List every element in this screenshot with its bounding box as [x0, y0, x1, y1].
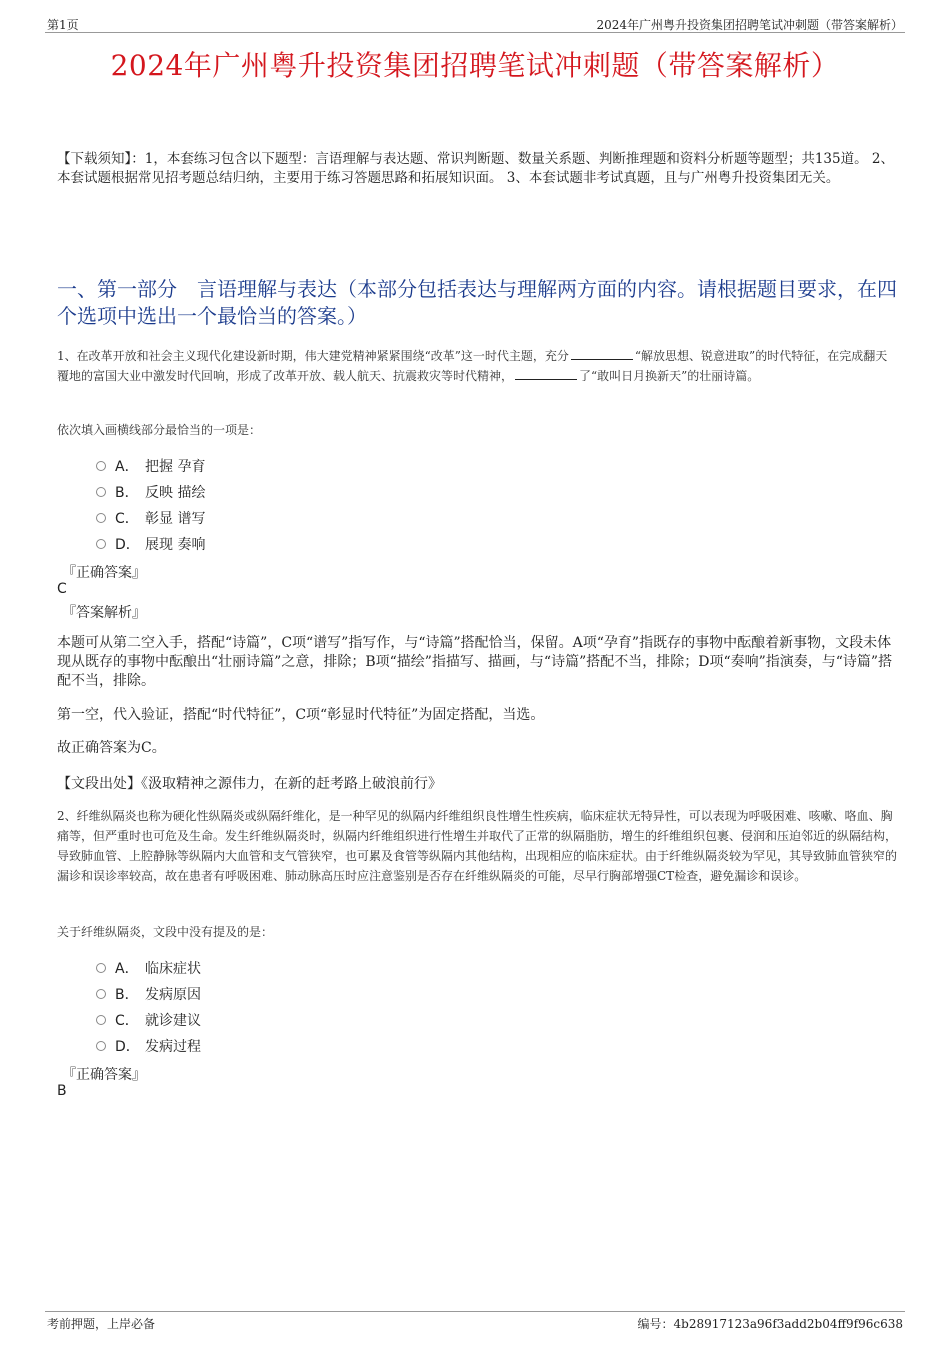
q1-text-part-b: “解放思想、锐意进取”的时代特征，在完成翻天覆地的富国大业中激发时代回响，形成了改革开放、载人航天、抗震救灾等时代精神，	[57, 349, 888, 383]
radio-icon[interactable]	[96, 461, 106, 471]
option-key: B．	[115, 485, 139, 501]
page-header	[45, 14, 905, 33]
section-heading: 一、第一部分 言语理解与表达（本部分包括表达与理解两方面的内容。请根据题目要求，在四个选项中选出一个最恰当的答案。）	[57, 277, 897, 328]
option-key: D．	[115, 1039, 140, 1055]
q2-answer-label: 『正确答案』	[62, 1067, 146, 1083]
radio-icon[interactable]	[96, 487, 106, 497]
fill-blank-2	[515, 367, 577, 380]
option-key: C．	[115, 511, 139, 527]
option-key: B．	[115, 987, 139, 1003]
fill-blank-1	[571, 347, 633, 360]
option-text: 反映 描绘	[145, 485, 206, 501]
question-2-text: 2、纤维纵隔炎也称为硬化性纵隔炎或纵隔纤维化，是一种罕见的纵隔内纤维组织良性增生性疾病，临床症状无特异性，可以表现为呼吸困难、咳嗽、咯血、胸痛等，但严重时也可危及生命。发生纤维纵隔炎时，纵隔内纤维组织进行性增生并取代了正常的纵隔脂肪，增生的纤维组织包裹、侵润和压迫邻近的纵隔结构，导致肺血管、上腔静脉等纵隔内大血管和支气管狭窄，也可累及食管等纵隔内其他结构，出现相应的临床症状。由于纤维纵隔炎较为罕见，其导致肺血管狭窄的漏诊和误诊率较高，故在患者有呼吸困难、肺动脉高压时应注意鉴别是否存在纤维纵隔炎的可能，尽早行胸部增强CT检查，避免漏诊和误诊。	[57, 809, 898, 883]
page-footer	[45, 1311, 905, 1330]
q1-option-c[interactable]	[96, 508, 205, 528]
q1-option-b[interactable]	[96, 482, 205, 502]
radio-icon[interactable]	[96, 1015, 106, 1025]
option-text: 把握 孕育	[145, 459, 206, 475]
q1-analysis-paragraph-3: 故正确答案为C。	[57, 740, 166, 756]
footer-slogan: 考前押题，上岸必备	[47, 1317, 156, 1331]
radio-icon[interactable]	[96, 513, 106, 523]
header-doc-title: 2024年广州粤升投资集团招聘笔试冲刺题（带答案解析）	[596, 18, 903, 32]
radio-icon[interactable]	[96, 539, 106, 549]
option-key: D．	[115, 537, 140, 553]
q1-text-part-c: 了“敢叫日月换新天”的壮丽诗篇。	[579, 369, 760, 383]
option-text: 展现 奏响	[145, 537, 206, 553]
option-text: 临床症状	[145, 961, 201, 977]
page-title: 2024年广州粤升投资集团招聘笔试冲刺题（带答案解析）	[110, 49, 840, 82]
page-number: 第1页	[47, 18, 79, 32]
q1-text-part-a: 1、在改革开放和社会主义现代化建设新时期，伟大建党精神紧紧围绕“改革”这一时代主题，充分	[57, 349, 569, 363]
option-key: A．	[115, 961, 139, 977]
q1-source: 【文段出处】《汲取精神之源伟力，在新的赶考路上破浪前行》	[57, 776, 442, 792]
option-text: 发病原因	[145, 987, 201, 1003]
radio-icon[interactable]	[96, 1041, 106, 1051]
q2-option-d[interactable]	[96, 1036, 201, 1056]
q1-answer-label: 『正确答案』	[62, 565, 146, 581]
download-notice: 【下载须知】：1，本套练习包含以下题型：言语理解与表达题、常识判断题、数量关系题、判断推理题和资料分析题等题型；共135道。 2、本套试题根据常见招考题总结归纳，主要用于练习答题思路和拓展知识面。 3、本套试题非考试真题，且与广州粤升投资集团无关。	[57, 151, 894, 186]
question-1-prompt: 依次填入画横线部分最恰当的一项是：	[57, 423, 262, 437]
radio-icon[interactable]	[96, 989, 106, 999]
q1-analysis-paragraph-1: 本题可从第二空入手，搭配“诗篇”，C项“谱写”指写作，与“诗篇”搭配恰当，保留。A项“孕育”指既存的事物中酝酿着新事物，文段未体现从既存的事物中酝酿出“壮丽诗篇”之意，排除；B项“描绘”指描写、描画，与“诗篇”搭配不当，排除；D项“奏响”指演奏，与“诗篇”搭配不当，排除。	[57, 635, 893, 689]
q2-option-c[interactable]	[96, 1010, 201, 1030]
option-text: 就诊建议	[145, 1013, 201, 1029]
q2-option-a[interactable]	[96, 958, 201, 978]
q1-option-a[interactable]	[96, 456, 205, 476]
option-key: A．	[115, 459, 139, 475]
q1-option-d[interactable]	[96, 534, 205, 554]
option-text: 彰显 谱写	[145, 511, 206, 527]
option-text: 发病过程	[145, 1039, 201, 1055]
q2-option-b[interactable]	[96, 984, 201, 1004]
question-1-text	[57, 346, 897, 386]
footer-doc-id: 编号：4b28917123a96f3add2b04ff9f96c638	[637, 1317, 903, 1331]
q1-analysis-label: 『答案解析』	[62, 605, 146, 621]
q1-analysis-paragraph-2: 第一空，代入验证，搭配“时代特征”，C项“彰显时代特征”为固定搭配，当选。	[57, 707, 545, 723]
radio-icon[interactable]	[96, 963, 106, 973]
q1-answer: C	[57, 581, 67, 597]
question-2-prompt: 关于纤维纵隔炎，文段中没有提及的是：	[57, 925, 274, 939]
q2-answer: B	[57, 1083, 67, 1099]
option-key: C．	[115, 1013, 139, 1029]
